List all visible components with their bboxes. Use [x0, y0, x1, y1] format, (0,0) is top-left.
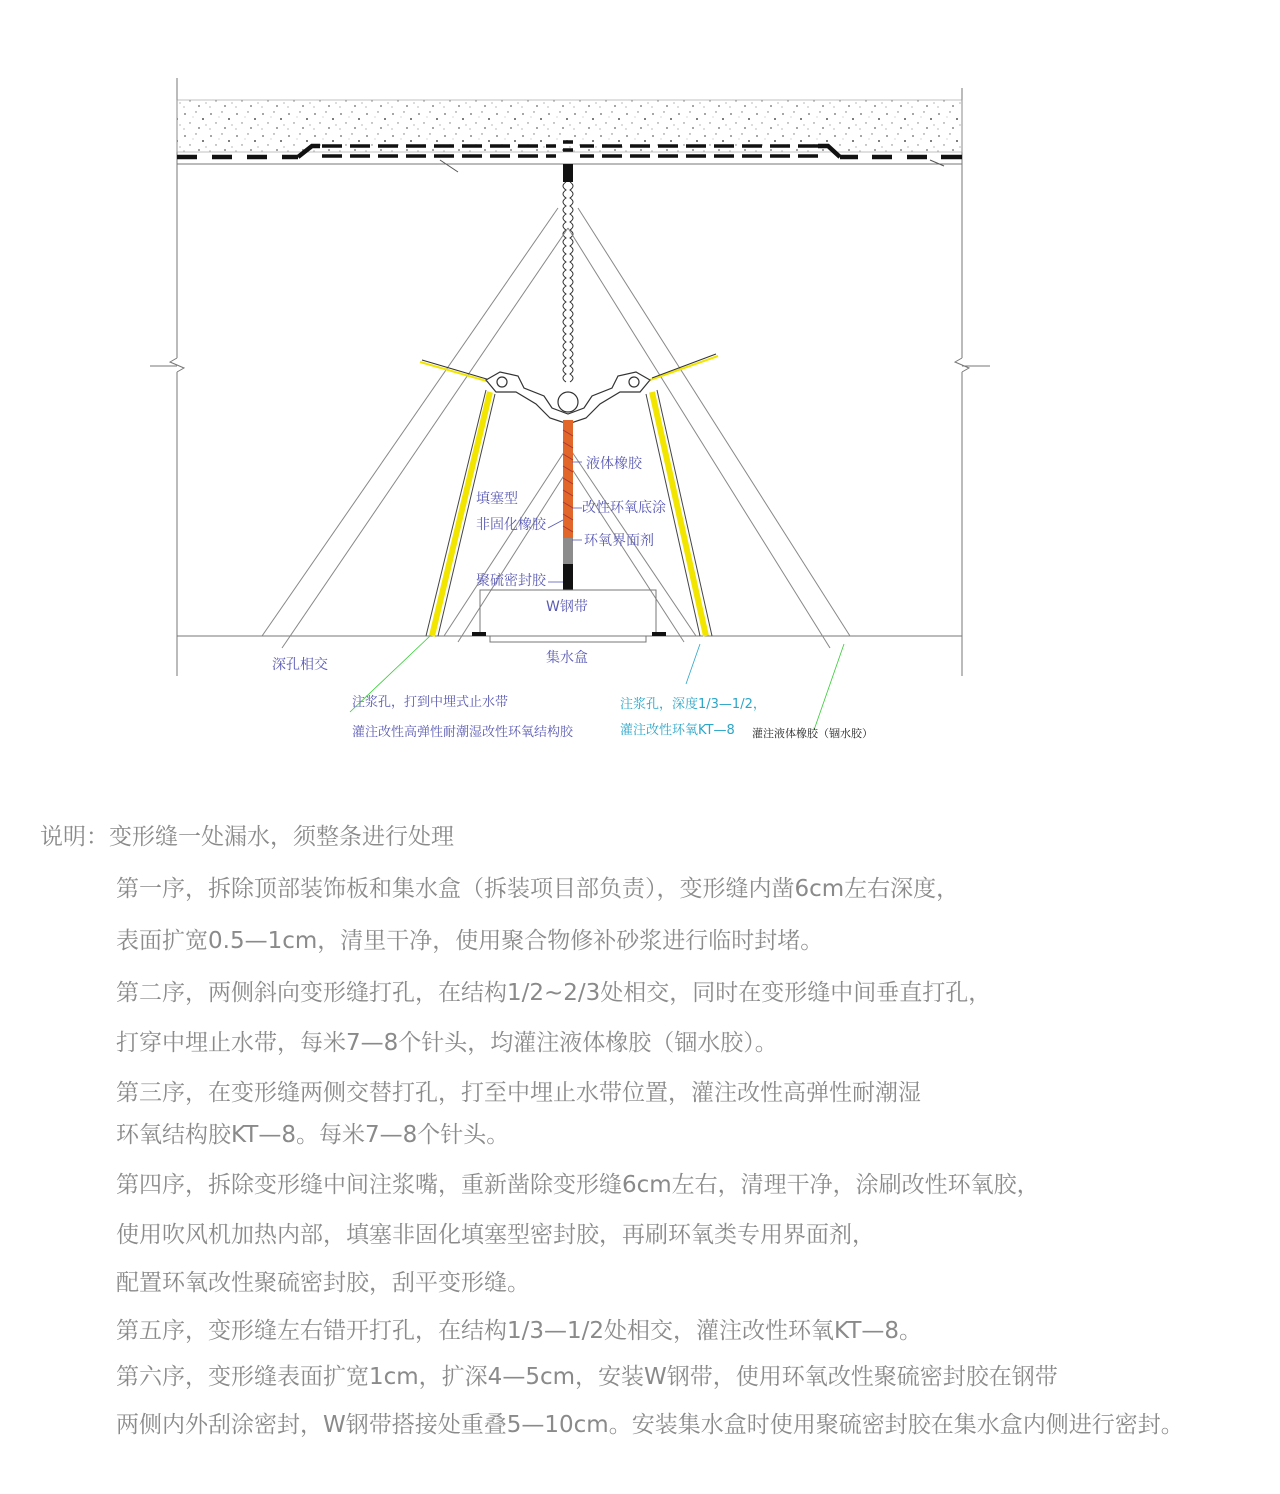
notes-line-6: 环氧结构胶KT—8。每米7—8个针头。 — [116, 1122, 510, 1148]
label-modified-epoxy-primer: 改性环氧底涂 — [582, 500, 666, 516]
label-grout-depth-1: 注浆孔，深度1/3—1/2， — [620, 697, 766, 712]
mid-waterstop-bulb — [486, 372, 650, 424]
notes-line-4: 打穿中埋止水带，每米7—8个针头，均灌注液体橡胶（锢水胶）。 — [116, 1030, 778, 1056]
notes-line-1: 第一序，拆除顶部装饰板和集水盒（拆装项目部负责），变形缝内凿6cm左右深度， — [116, 876, 960, 902]
notes-line-3: 第二序，两侧斜向变形缝打孔，在结构1/2~2/3处相交，同时在变形缝中间垂直打孔， — [116, 980, 992, 1006]
top-concrete-layer — [177, 100, 962, 152]
label-epoxy-interface-agent: 环氧界面剂 — [584, 533, 654, 549]
notes-line-12: 两侧内外刮涂密封，W钢带搭接处重叠5—10cm。安装集水盒时使用聚硫密封胶在集水盒内侧进行密封。 — [116, 1412, 1184, 1438]
label-deep-hole-intersect: 深孔相交 — [272, 657, 328, 673]
bottom-leaders — [350, 636, 844, 730]
notes-line-10: 第五序，变形缝左右错开打孔，在结构1/3—1/2处相交，灌注改性环氧KT—8。 — [116, 1318, 923, 1344]
label-polysulfide-sealant: 聚硫密封胶 — [476, 573, 546, 589]
strip-anchor-left — [472, 632, 486, 636]
label-grout-hole-2: 灌注改性高弹性耐潮湿改性环氧结构胶 — [352, 725, 574, 740]
label-filling-type: 填塞型 — [476, 491, 518, 507]
yellow-injection-needles — [420, 356, 718, 382]
notes-line-11: 第六序，变形缝表面扩宽1cm，扩深4—5cm，安装W钢带，使用环氧改性聚硫密封胶在钢带 — [116, 1364, 1058, 1390]
label-water-collection-box: 集水盒 — [546, 650, 588, 666]
w-steel-strip — [472, 590, 664, 642]
leader-right-top — [930, 160, 944, 166]
notes-title: 说明：变形缝一处漏水，须整条进行处理 — [40, 824, 454, 850]
interface-agent-layer — [563, 538, 573, 564]
leader-left-top — [440, 160, 458, 172]
notes-line-5: 第三序，在变形缝两侧交替打孔，打至中埋止水带位置，灌注改性高弹性耐潮湿 — [116, 1080, 921, 1106]
label-w-steel-strip: W钢带 — [546, 599, 588, 615]
notes-line-9: 配置环氧改性聚硫密封胶，刮平变形缝。 — [116, 1270, 530, 1296]
label-inject-liquid-rubber: 灌注液体橡胶（锢水胶） — [752, 727, 873, 740]
label-non-cured-rubber: 非固化橡胶 — [476, 517, 546, 533]
joint-top-black — [563, 164, 573, 182]
notes-line-7: 第四序，拆除变形缝中间注浆嘴，重新凿除变形缝6cm左右，清理干净，涂刷改性环氧胶， — [116, 1172, 1040, 1198]
label-grout-hole-1: 注浆孔，打到中埋式止水带 — [352, 695, 509, 710]
notes-line-8: 使用吹风机加热内部，填塞非固化填塞型密封胶，再刷环氧类专用界面剂， — [116, 1222, 875, 1248]
strip-anchor-right — [652, 632, 666, 636]
liquid-rubber-column — [563, 182, 573, 382]
notes-line-2: 表面扩宽0.5—1cm，清里干净，使用聚合物修补砂浆进行临时封堵。 — [116, 928, 824, 954]
label-grout-depth-2: 灌注改性环氧KT—8 — [620, 723, 735, 738]
polysulfide-layer — [563, 564, 573, 590]
label-liquid-rubber: 液体橡胶 — [586, 456, 642, 472]
